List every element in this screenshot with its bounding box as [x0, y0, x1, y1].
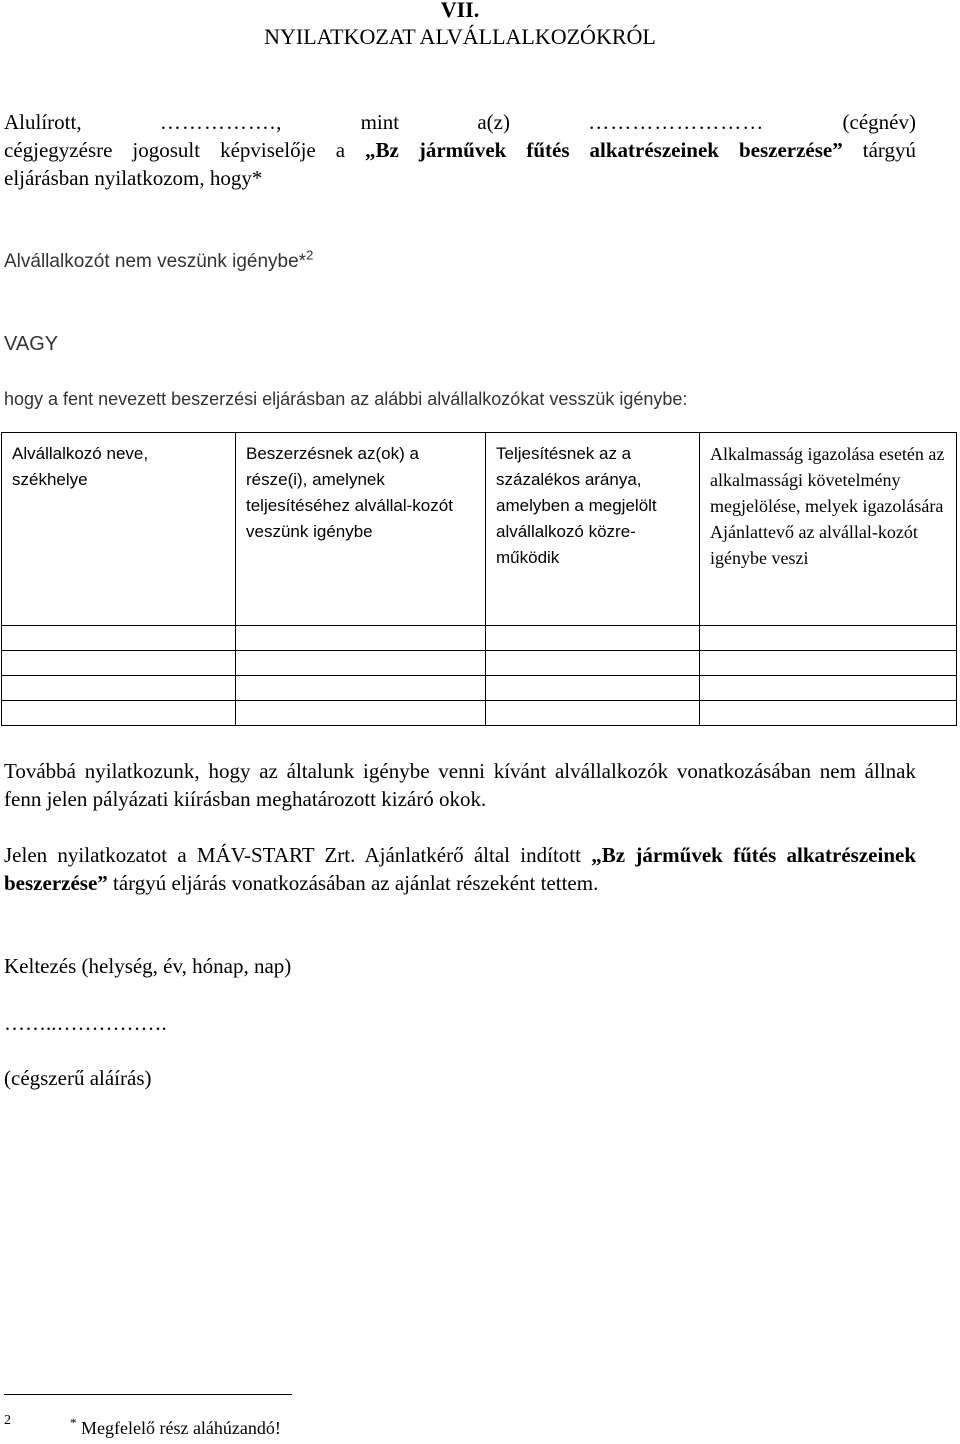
header-percentage: Teljesítésnek az a százalékos aránya, amelyben a megjelölt alvállalkozó közre-működik: [486, 433, 700, 626]
table-cell[interactable]: [486, 651, 700, 676]
table-row: [2, 651, 957, 676]
table-header-row: [2, 433, 957, 626]
table-row: [2, 676, 957, 701]
intro-word-cegnev: (cégnév): [842, 110, 916, 134]
footnote-content: Megfelelő rész aláhúzandó!: [76, 1418, 281, 1438]
header-procurement-part: Beszerzésnek az(ok) a része(i), amelynek teljesítéséhez alvállal-kozót veszünk igénybe: [236, 433, 486, 626]
option-no-subcontractor-text: Alvállalkozót nem veszünk igénybe*: [4, 251, 307, 272]
intro-word-mint: mint: [360, 110, 400, 134]
footnote-number: 2: [4, 1413, 11, 1428]
option-or: VAGY: [4, 333, 59, 355]
statement-declaration: [4, 841, 916, 897]
table-row: [2, 626, 957, 651]
table-cell[interactable]: [486, 701, 700, 726]
table-cell[interactable]: [236, 651, 486, 676]
subcontractor-table: [1, 432, 957, 726]
table-cell[interactable]: [700, 701, 957, 726]
signature-blank: ……..…………….: [4, 1011, 167, 1035]
table-cell[interactable]: [700, 626, 957, 651]
intro-line-1: [4, 108, 916, 136]
option-use-subcontractors: hogy a fent nevezett beszerzési eljárásban az alábbi alvállalkozókat vesszük igénybe:: [4, 389, 688, 409]
intro-line-2-post: tárgyú: [842, 138, 917, 162]
table-cell[interactable]: [700, 676, 957, 701]
table-cell[interactable]: [236, 676, 486, 701]
header-subcontractor-name: Alvállalkozó neve, székhelye: [2, 433, 236, 626]
intro-word-alulirott: Alulírott,: [4, 110, 82, 134]
footnote-text: [70, 1415, 281, 1439]
company-blank: ……………………: [588, 110, 765, 134]
table-cell[interactable]: [486, 676, 700, 701]
document-title: NYILATKOZAT ALVÁLLALKOZÓKRÓL: [264, 24, 656, 49]
footnote-asterisk: *: [70, 1415, 77, 1430]
name-blank: …………….,: [159, 110, 283, 134]
table-cell[interactable]: [236, 626, 486, 651]
table-cell[interactable]: [486, 626, 700, 651]
table-cell[interactable]: [236, 701, 486, 726]
intro-line-2-pre: cégjegyzésre jogosult képviselője a: [4, 138, 366, 162]
date-label: Keltezés (helység, év, hónap, nap): [4, 954, 292, 978]
intro-line-3: eljárásban nyilatkozom, hogy*: [4, 166, 263, 190]
intro-line-2: [4, 136, 916, 164]
table-cell[interactable]: [2, 651, 236, 676]
statement-no-exclusion: Továbbá nyilatkozunk, hogy az általunk igénybe venni kívánt alvállalkozók vonatkozásában nem állnak fenn jelen pályázati kiírásban meghatározott kizáró okok.: [4, 759, 916, 811]
intro-word-az: a(z): [477, 110, 510, 134]
option-no-subcontractor: [4, 248, 916, 276]
statement-declaration-post: tárgyú eljárás vonatkozásában az ajánlat részeként tettem.: [107, 871, 599, 895]
header-suitability: Alkalmasság igazolása esetén az alkalmassági követelmény megjelölése, melyek igazolására Ajánlattevő az alvállal-kozót igénybe veszi: [700, 433, 957, 626]
table-row: [2, 701, 957, 726]
statement-declaration-pre: Jelen nyilatkozatot a MÁV-START Zrt. Ajánlatkérő által indított: [4, 843, 592, 867]
footnote-ref: 2: [306, 247, 314, 263]
footnote-divider: [4, 1394, 292, 1395]
signature-label: (cégszerű aláírás): [4, 1066, 152, 1090]
section-number: VII.: [440, 0, 480, 22]
procurement-title-bold: „Bz járművek fűtés alkatrészeinek beszerzése”: [365, 138, 843, 162]
table-cell[interactable]: [2, 701, 236, 726]
table-cell[interactable]: [2, 626, 236, 651]
procurement-title-bold-2: „Bz járművek fűtés alkatrészeinek beszerzése”: [4, 843, 917, 895]
table-cell[interactable]: [700, 651, 957, 676]
table-cell[interactable]: [2, 676, 236, 701]
